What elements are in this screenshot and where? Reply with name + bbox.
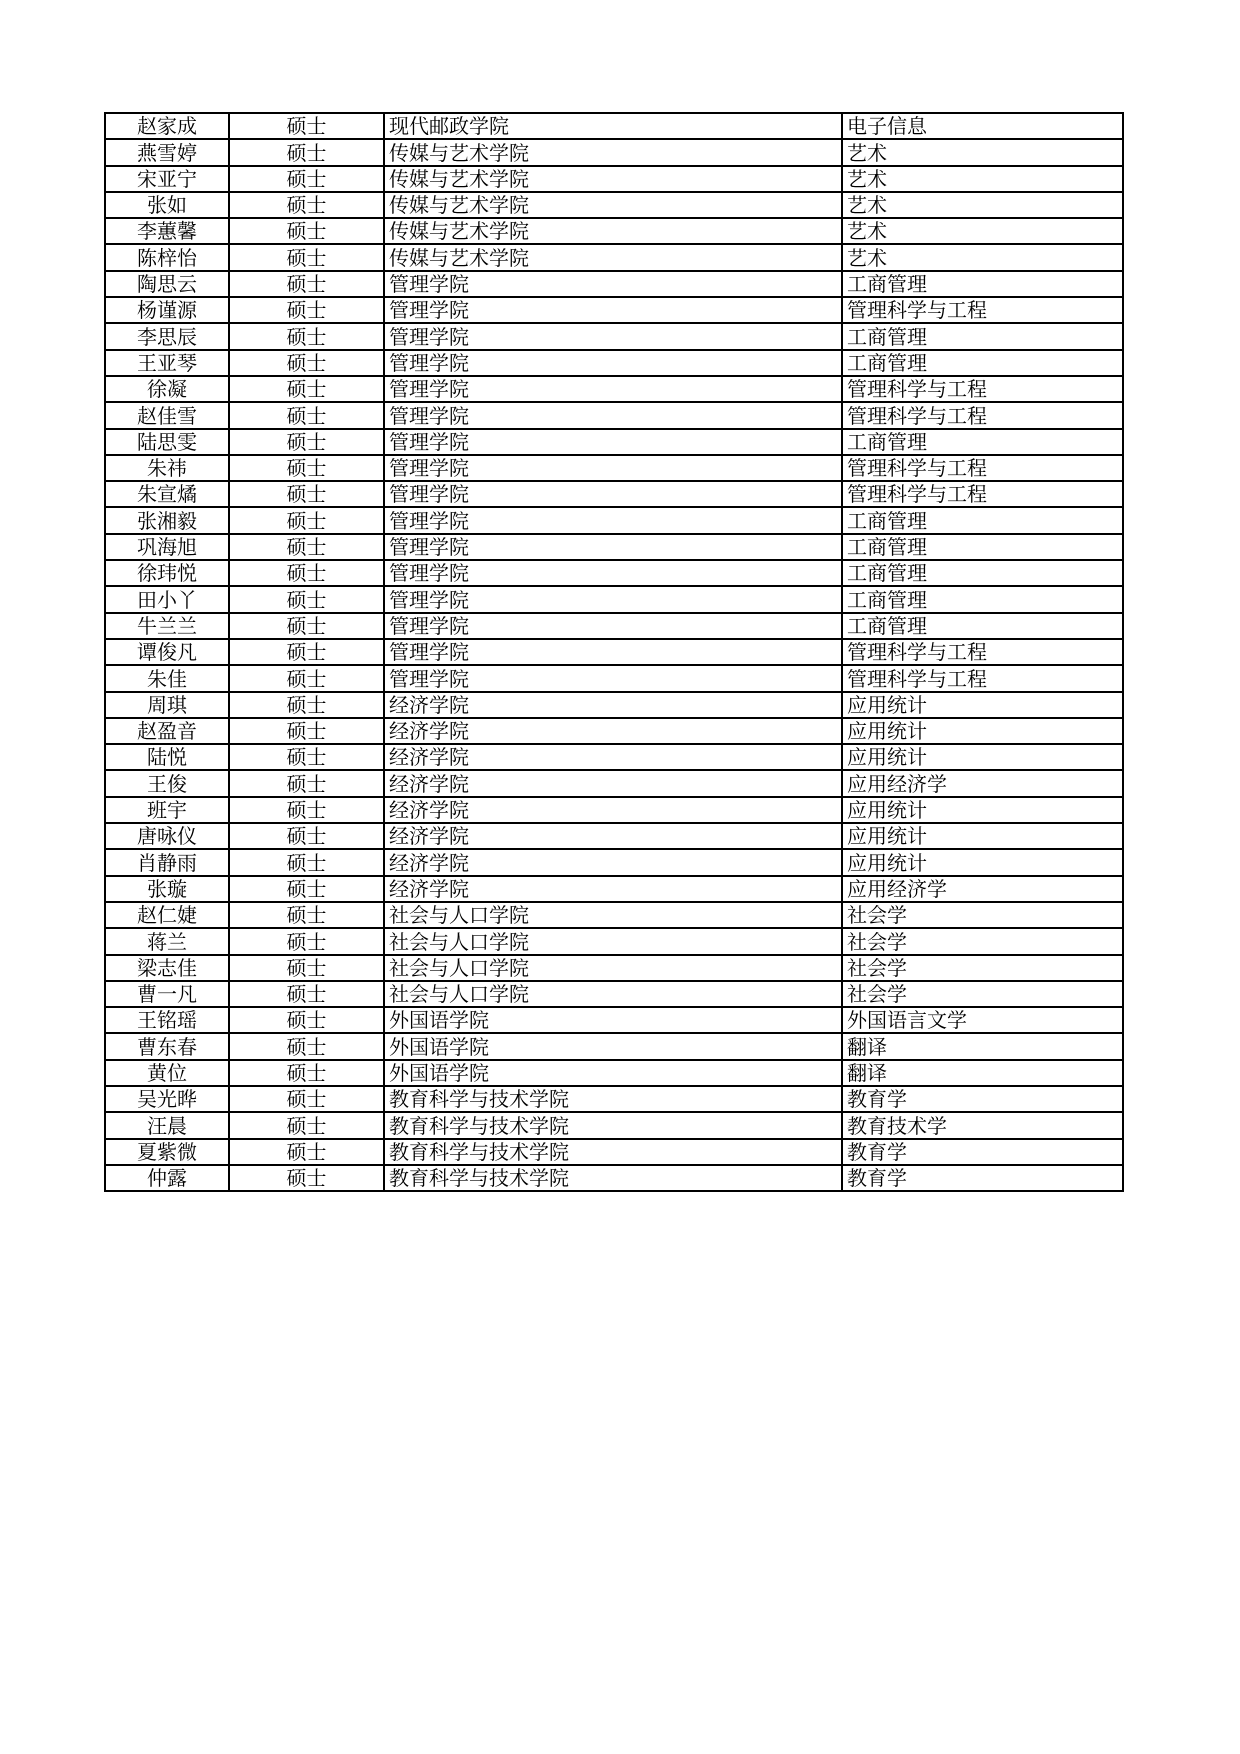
college-cell: 经济学院	[384, 770, 842, 796]
degree-cell: 硕士	[229, 455, 384, 481]
major-cell: 应用统计	[842, 744, 1123, 770]
table-row	[105, 192, 1123, 218]
student-name-cell: 班宇	[105, 797, 229, 823]
college-cell: 管理学院	[384, 323, 842, 349]
student-name-cell: 王亚琴	[105, 350, 229, 376]
student-name-cell: 仲露	[105, 1165, 229, 1191]
table-row	[105, 218, 1123, 244]
table-row	[105, 981, 1123, 1007]
major-cell: 应用统计	[842, 797, 1123, 823]
table-row	[105, 1033, 1123, 1059]
roster-table-body	[105, 113, 1123, 1191]
student-name-cell: 肖静雨	[105, 849, 229, 875]
major-cell: 管理科学与工程	[842, 402, 1123, 428]
degree-cell: 硕士	[229, 955, 384, 981]
major-cell: 翻译	[842, 1033, 1123, 1059]
student-name-cell: 夏紫微	[105, 1139, 229, 1165]
degree-cell: 硕士	[229, 507, 384, 533]
degree-cell: 硕士	[229, 534, 384, 560]
table-row	[105, 1112, 1123, 1138]
major-cell: 工商管理	[842, 560, 1123, 586]
student-name-cell: 徐凝	[105, 376, 229, 402]
degree-cell: 硕士	[229, 1060, 384, 1086]
table-row	[105, 902, 1123, 928]
major-cell: 应用统计	[842, 823, 1123, 849]
degree-cell: 硕士	[229, 613, 384, 639]
table-row	[105, 586, 1123, 612]
college-cell: 管理学院	[384, 350, 842, 376]
student-name-cell: 陈梓怡	[105, 244, 229, 270]
major-cell: 管理科学与工程	[842, 481, 1123, 507]
degree-cell: 硕士	[229, 849, 384, 875]
major-cell: 工商管理	[842, 271, 1123, 297]
student-name-cell: 张璇	[105, 876, 229, 902]
college-cell: 传媒与艺术学院	[384, 192, 842, 218]
major-cell: 艺术	[842, 166, 1123, 192]
student-roster-table	[104, 112, 1124, 1192]
student-name-cell: 李思辰	[105, 323, 229, 349]
table-row	[105, 1139, 1123, 1165]
college-cell: 管理学院	[384, 455, 842, 481]
degree-cell: 硕士	[229, 139, 384, 165]
major-cell: 社会学	[842, 902, 1123, 928]
degree-cell: 硕士	[229, 271, 384, 297]
major-cell: 外国语言文学	[842, 1007, 1123, 1033]
major-cell: 工商管理	[842, 507, 1123, 533]
student-name-cell: 周琪	[105, 692, 229, 718]
table-row	[105, 613, 1123, 639]
table-row	[105, 692, 1123, 718]
degree-cell: 硕士	[229, 481, 384, 507]
major-cell: 教育学	[842, 1165, 1123, 1191]
table-row	[105, 297, 1123, 323]
student-name-cell: 朱祎	[105, 455, 229, 481]
college-cell: 经济学院	[384, 849, 842, 875]
student-name-cell: 田小丫	[105, 586, 229, 612]
major-cell: 工商管理	[842, 586, 1123, 612]
degree-cell: 硕士	[229, 692, 384, 718]
major-cell: 工商管理	[842, 429, 1123, 455]
college-cell: 经济学院	[384, 692, 842, 718]
college-cell: 管理学院	[384, 665, 842, 691]
table-row	[105, 113, 1123, 139]
college-cell: 教育科学与技术学院	[384, 1165, 842, 1191]
major-cell: 应用统计	[842, 849, 1123, 875]
major-cell: 管理科学与工程	[842, 297, 1123, 323]
major-cell: 社会学	[842, 955, 1123, 981]
college-cell: 教育科学与技术学院	[384, 1086, 842, 1112]
student-name-cell: 谭俊凡	[105, 639, 229, 665]
table-row	[105, 797, 1123, 823]
student-name-cell: 张湘毅	[105, 507, 229, 533]
table-row	[105, 560, 1123, 586]
table-row	[105, 139, 1123, 165]
table-row	[105, 955, 1123, 981]
college-cell: 教育科学与技术学院	[384, 1139, 842, 1165]
table-row	[105, 1165, 1123, 1191]
degree-cell: 硕士	[229, 586, 384, 612]
table-row	[105, 770, 1123, 796]
degree-cell: 硕士	[229, 902, 384, 928]
student-name-cell: 王铭瑶	[105, 1007, 229, 1033]
degree-cell: 硕士	[229, 1086, 384, 1112]
student-name-cell: 巩海旭	[105, 534, 229, 560]
college-cell: 传媒与艺术学院	[384, 244, 842, 270]
table-row	[105, 166, 1123, 192]
college-cell: 外国语学院	[384, 1007, 842, 1033]
college-cell: 管理学院	[384, 402, 842, 428]
degree-cell: 硕士	[229, 402, 384, 428]
degree-cell: 硕士	[229, 1112, 384, 1138]
degree-cell: 硕士	[229, 1033, 384, 1059]
student-name-cell: 吴光晔	[105, 1086, 229, 1112]
college-cell: 经济学院	[384, 823, 842, 849]
student-name-cell: 汪晨	[105, 1112, 229, 1138]
table-row	[105, 718, 1123, 744]
degree-cell: 硕士	[229, 718, 384, 744]
college-cell: 现代邮政学院	[384, 113, 842, 139]
college-cell: 社会与人口学院	[384, 981, 842, 1007]
degree-cell: 硕士	[229, 192, 384, 218]
table-row	[105, 271, 1123, 297]
major-cell: 管理科学与工程	[842, 376, 1123, 402]
student-name-cell: 蒋兰	[105, 928, 229, 954]
student-name-cell: 宋亚宁	[105, 166, 229, 192]
student-name-cell: 徐玮悦	[105, 560, 229, 586]
degree-cell: 硕士	[229, 560, 384, 586]
degree-cell: 硕士	[229, 981, 384, 1007]
table-row	[105, 1007, 1123, 1033]
degree-cell: 硕士	[229, 928, 384, 954]
college-cell: 经济学院	[384, 876, 842, 902]
major-cell: 艺术	[842, 192, 1123, 218]
table-row	[105, 376, 1123, 402]
college-cell: 社会与人口学院	[384, 955, 842, 981]
table-row	[105, 744, 1123, 770]
college-cell: 传媒与艺术学院	[384, 166, 842, 192]
degree-cell: 硕士	[229, 1007, 384, 1033]
major-cell: 艺术	[842, 244, 1123, 270]
table-row	[105, 323, 1123, 349]
degree-cell: 硕士	[229, 797, 384, 823]
student-name-cell: 燕雪婷	[105, 139, 229, 165]
major-cell: 应用统计	[842, 692, 1123, 718]
student-name-cell: 陆思雯	[105, 429, 229, 455]
student-name-cell: 张如	[105, 192, 229, 218]
college-cell: 社会与人口学院	[384, 928, 842, 954]
degree-cell: 硕士	[229, 323, 384, 349]
degree-cell: 硕士	[229, 665, 384, 691]
college-cell: 管理学院	[384, 613, 842, 639]
major-cell: 管理科学与工程	[842, 455, 1123, 481]
college-cell: 管理学院	[384, 560, 842, 586]
student-name-cell: 赵盈音	[105, 718, 229, 744]
student-name-cell: 赵家成	[105, 113, 229, 139]
degree-cell: 硕士	[229, 218, 384, 244]
major-cell: 翻译	[842, 1060, 1123, 1086]
major-cell: 电子信息	[842, 113, 1123, 139]
major-cell: 社会学	[842, 981, 1123, 1007]
student-name-cell: 梁志佳	[105, 955, 229, 981]
college-cell: 经济学院	[384, 718, 842, 744]
college-cell: 外国语学院	[384, 1033, 842, 1059]
table-row	[105, 350, 1123, 376]
table-row	[105, 823, 1123, 849]
degree-cell: 硕士	[229, 770, 384, 796]
table-row	[105, 429, 1123, 455]
student-name-cell: 牛兰兰	[105, 613, 229, 639]
degree-cell: 硕士	[229, 113, 384, 139]
table-row	[105, 534, 1123, 560]
major-cell: 应用经济学	[842, 770, 1123, 796]
college-cell: 教育科学与技术学院	[384, 1112, 842, 1138]
degree-cell: 硕士	[229, 429, 384, 455]
student-name-cell: 赵佳雪	[105, 402, 229, 428]
student-name-cell: 曹东春	[105, 1033, 229, 1059]
degree-cell: 硕士	[229, 166, 384, 192]
table-row	[105, 639, 1123, 665]
college-cell: 外国语学院	[384, 1060, 842, 1086]
college-cell: 社会与人口学院	[384, 902, 842, 928]
college-cell: 管理学院	[384, 586, 842, 612]
major-cell: 艺术	[842, 139, 1123, 165]
major-cell: 工商管理	[842, 323, 1123, 349]
table-row	[105, 1086, 1123, 1112]
student-name-cell: 唐咏仪	[105, 823, 229, 849]
major-cell: 工商管理	[842, 534, 1123, 560]
student-name-cell: 陶思云	[105, 271, 229, 297]
student-name-cell: 王俊	[105, 770, 229, 796]
table-row	[105, 507, 1123, 533]
major-cell: 应用统计	[842, 718, 1123, 744]
degree-cell: 硕士	[229, 297, 384, 323]
degree-cell: 硕士	[229, 244, 384, 270]
college-cell: 管理学院	[384, 297, 842, 323]
degree-cell: 硕士	[229, 823, 384, 849]
table-row	[105, 665, 1123, 691]
major-cell: 艺术	[842, 218, 1123, 244]
major-cell: 工商管理	[842, 613, 1123, 639]
student-name-cell: 朱宣燏	[105, 481, 229, 507]
document-page	[104, 112, 1122, 1192]
student-name-cell: 杨谨源	[105, 297, 229, 323]
degree-cell: 硕士	[229, 876, 384, 902]
table-row	[105, 481, 1123, 507]
student-name-cell: 曹一凡	[105, 981, 229, 1007]
table-row	[105, 1060, 1123, 1086]
table-row	[105, 455, 1123, 481]
college-cell: 管理学院	[384, 481, 842, 507]
college-cell: 管理学院	[384, 429, 842, 455]
degree-cell: 硕士	[229, 350, 384, 376]
degree-cell: 硕士	[229, 1165, 384, 1191]
major-cell: 社会学	[842, 928, 1123, 954]
table-row	[105, 244, 1123, 270]
college-cell: 经济学院	[384, 797, 842, 823]
college-cell: 管理学院	[384, 376, 842, 402]
table-row	[105, 928, 1123, 954]
student-name-cell: 朱佳	[105, 665, 229, 691]
student-name-cell: 黄位	[105, 1060, 229, 1086]
major-cell: 应用经济学	[842, 876, 1123, 902]
college-cell: 管理学院	[384, 507, 842, 533]
major-cell: 教育学	[842, 1086, 1123, 1112]
college-cell: 管理学院	[384, 534, 842, 560]
degree-cell: 硕士	[229, 1139, 384, 1165]
table-row	[105, 876, 1123, 902]
major-cell: 工商管理	[842, 350, 1123, 376]
major-cell: 管理科学与工程	[842, 665, 1123, 691]
major-cell: 管理科学与工程	[842, 639, 1123, 665]
college-cell: 管理学院	[384, 271, 842, 297]
major-cell: 教育技术学	[842, 1112, 1123, 1138]
degree-cell: 硕士	[229, 376, 384, 402]
student-name-cell: 陆悦	[105, 744, 229, 770]
college-cell: 传媒与艺术学院	[384, 139, 842, 165]
college-cell: 经济学院	[384, 744, 842, 770]
student-name-cell: 赵仁婕	[105, 902, 229, 928]
college-cell: 管理学院	[384, 639, 842, 665]
table-row	[105, 849, 1123, 875]
student-name-cell: 李蕙馨	[105, 218, 229, 244]
degree-cell: 硕士	[229, 639, 384, 665]
table-row	[105, 402, 1123, 428]
college-cell: 传媒与艺术学院	[384, 218, 842, 244]
degree-cell: 硕士	[229, 744, 384, 770]
major-cell: 教育学	[842, 1139, 1123, 1165]
